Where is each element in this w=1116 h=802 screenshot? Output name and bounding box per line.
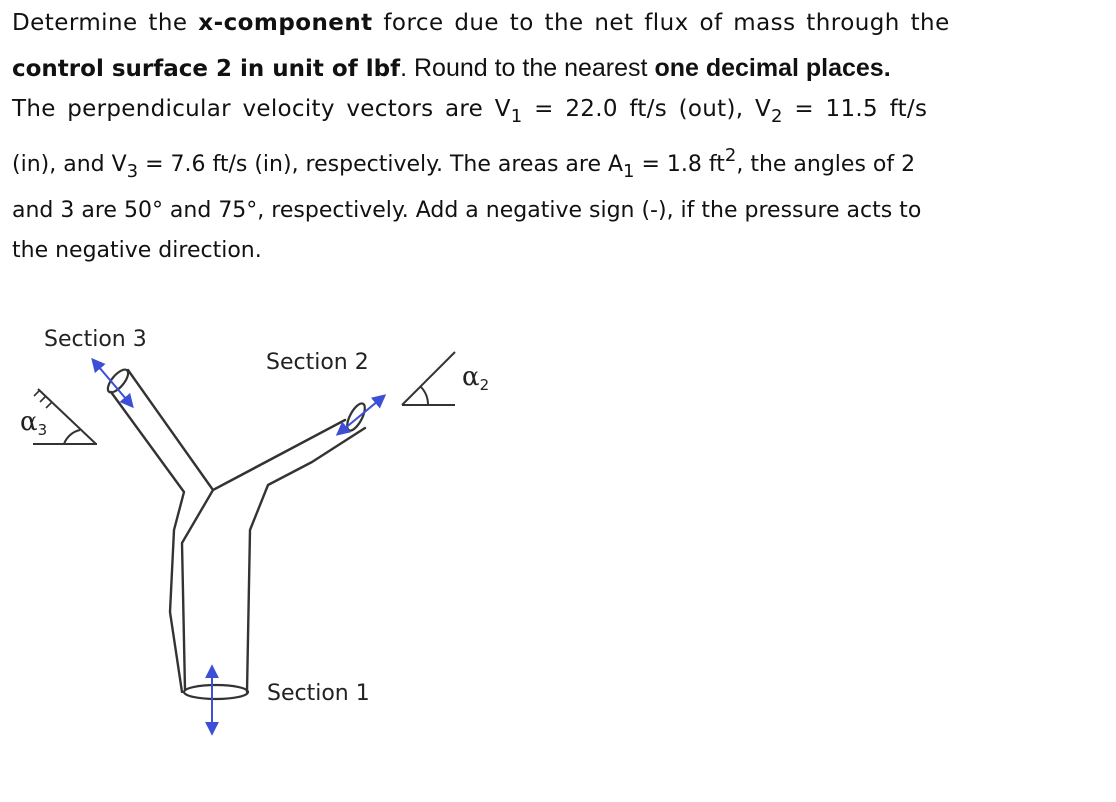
text-run: Determine the — [12, 10, 199, 36]
section-2-label: Section 2 — [266, 350, 369, 375]
text-run: = 11.5 ft/s — [782, 96, 928, 122]
y-pipe-diagram — [0, 300, 1116, 802]
text-run: = 1.8 ft — [634, 152, 725, 177]
problem-line-1 — [12, 10, 950, 36]
section-2-velocity-arrow — [338, 396, 384, 434]
problem-line-6: the negative direction. — [12, 238, 262, 263]
subscript: 1 — [510, 106, 523, 127]
text-run: The perpendicular velocity vectors are V — [12, 96, 511, 122]
text-run: , the angles of 2 — [736, 152, 916, 177]
pipe-inner-left-wall — [128, 370, 213, 690]
alpha-2-angle-symbol — [402, 352, 455, 405]
text-run: . Round to the nearest — [400, 54, 655, 82]
pipe-inner-center-wall — [111, 392, 184, 692]
problem-line-3 — [12, 96, 928, 127]
section-1-opening — [184, 685, 248, 699]
problem-line-2 — [12, 54, 891, 83]
pipe-right-outer-wall — [247, 428, 365, 692]
bold-text-run: one decimal places. — [654, 54, 891, 82]
section-3-label: Section 3 — [44, 327, 147, 352]
text-run: force due to the net flux of mass through the — [372, 10, 950, 36]
subscript: 3 — [126, 161, 139, 182]
bold-text-run: x-component — [198, 10, 373, 36]
alpha-3-label: α3 — [20, 407, 48, 439]
problem-line-5: and 3 are 50° and 75°, respectively. Add a negative sign (-), if the pressure acts to — [12, 198, 922, 223]
subscript: 1 — [623, 161, 635, 182]
subscript: 2 — [771, 106, 783, 127]
text-run: = 22.0 ft/s (out), V — [522, 96, 771, 122]
section-1-label: Section 1 — [267, 681, 370, 706]
problem-line-4 — [12, 145, 916, 182]
bold-text-run: control surface 2 in unit of lbf — [12, 56, 401, 82]
alpha-2-label: α2 — [462, 362, 490, 394]
y-pipe — [111, 370, 365, 692]
superscript: 2 — [724, 145, 737, 166]
text-run: = 7.6 ft/s (in), respectively. The areas are A — [138, 152, 624, 177]
text-run: (in), and V — [12, 152, 127, 177]
section-3-velocity-arrow — [93, 360, 132, 406]
section-3-opening — [104, 366, 131, 395]
